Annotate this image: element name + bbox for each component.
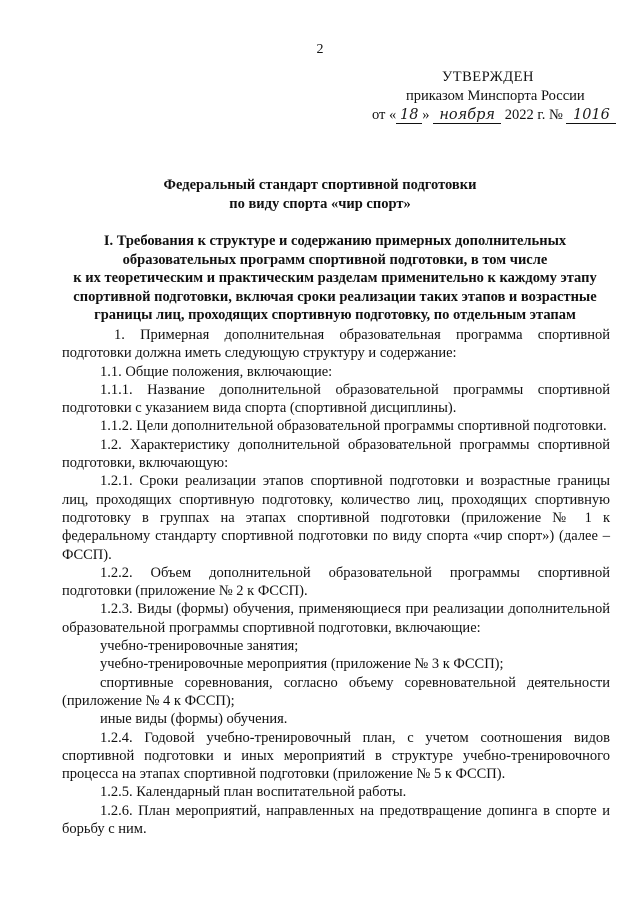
paragraph: 1. Примерная дополнительная образовательная программа спортивной подготовки должна иметь следующую структуру и содержание: [62, 327, 610, 362]
section-title [50, 232, 620, 325]
page-number: 2 [316, 42, 324, 57]
standard-title-line-1: Федеральный стандарт спортивной подготовки [163, 177, 477, 193]
paragraph: 1.2.5. Календарный план воспитательной работы. [100, 784, 407, 801]
handwritten-month: ноября [433, 107, 501, 124]
paragraph: 1.2.1. Сроки реализации этапов спортивной подготовки и возрастные границы лиц, проходящих спортивную подготовку, количество лиц, проходящих спортивную подготовку в группах на этапах спортивной подготовки (приложение № 1 к федеральному стандарту спортивной подготовки по виду спорта «чир спорт») (далее – ФССП). [62, 473, 610, 563]
approval-date-line [372, 106, 622, 125]
section-title-line-5: границы лиц, проходящих спортивную подготовку, по отдельным этапам [94, 307, 576, 323]
paragraph: 1.2.4. Годовой учебно-тренировочный план, с учетом соотношения видов спортивной подготовки и иных мероприятий в структуре учебно-тренировочного процесса на этапах спортивной подготовки (приложение № 5 к ФССП). [62, 729, 610, 783]
standard-title [0, 176, 640, 214]
document-body [62, 326, 610, 838]
paragraph: 1.1.1. Название дополнительной образовательной программы спортивной подготовки с указанием вида спорта (спортивной дисциплины). [62, 381, 610, 417]
approval-from: от « [372, 107, 397, 123]
paragraph: 1.2. Характеристику дополнительной образовательной программы спортивной подготовки, включающую: [62, 436, 610, 472]
approval-year: 2022 г. № [504, 107, 563, 123]
paragraph: 1.2.2. Объем дополнительной образовательной программы спортивной подготовки (приложение № 2 к ФССП). [62, 564, 610, 600]
paragraph: 1.2.6. План мероприятий, направленных на предотвращение допинга в спорте и борьбу с ним. [62, 802, 610, 838]
paragraph: иные виды (формы) обучения. [100, 711, 288, 728]
paragraph: учебно-тренировочные мероприятия (приложение № 3 к ФССП); [100, 656, 504, 673]
approval-block [372, 68, 622, 125]
approval-order-line: приказом Минспорта России [406, 88, 585, 104]
paragraph: 1.2.3. Виды (формы) обучения, применяющиеся при реализации дополнительной образовательной программы спортивной подготовки, включающие: [62, 601, 610, 636]
paragraph: 1.1.2. Цели дополнительной образовательной программы спортивной подготовки. [100, 418, 607, 435]
section-title-line-2: образовательных программ спортивной подготовки, в том числе [122, 251, 548, 268]
standard-title-line-2: по виду спорта «чир спорт» [229, 196, 411, 212]
approval-title: УТВЕРЖДЕН [442, 69, 534, 85]
approval-close-quote: » [422, 107, 430, 123]
section-title-line-1: I. Требования к структуре и содержанию примерных дополнительных [103, 233, 567, 249]
section-title-line-3: к их теоретическим и практическим разделам применительно к каждому этапу [73, 270, 597, 286]
paragraph: учебно-тренировочные занятия; [100, 638, 299, 655]
paragraph: 1.1. Общие положения, включающие: [100, 363, 333, 380]
handwritten-day: 18 [396, 107, 422, 124]
handwritten-order-number: 1016 [566, 107, 616, 124]
section-title-line-4: спортивной подготовки, включая сроки реализации таких этапов и возрастные [73, 288, 597, 305]
paragraph: спортивные соревнования, согласно объему соревновательной деятельности (приложение № 4 к ФССП); [62, 674, 610, 709]
